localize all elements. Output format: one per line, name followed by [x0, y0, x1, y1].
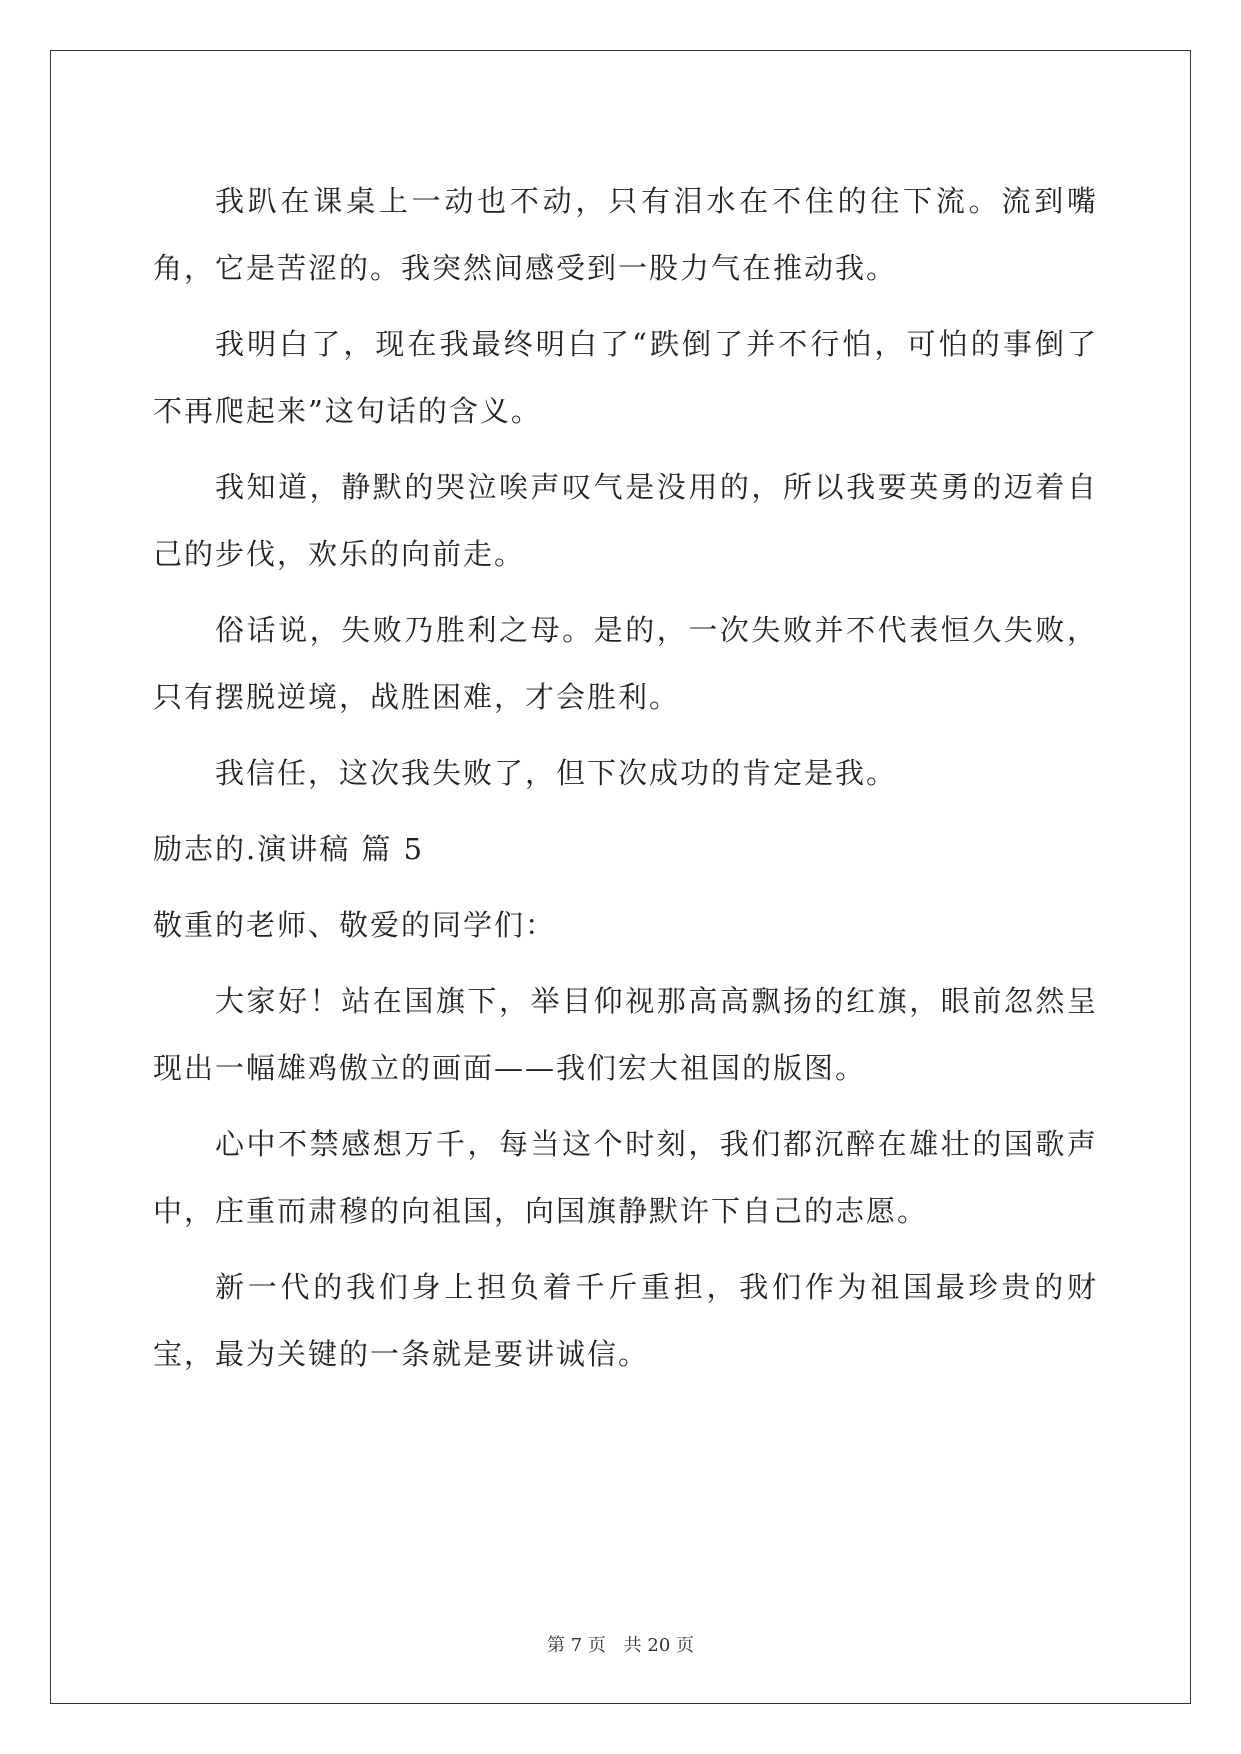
page-number: 第 7 页 — [547, 1635, 606, 1656]
section-title: 励志的.演讲稿 篇 5 — [153, 832, 425, 866]
paragraph: 新一代的我们身上担负着千斤重担，我们作为祖国最珍贵的财宝，最为关键的一条就是要讲诚信。 — [153, 1270, 1098, 1371]
document-body — [153, 168, 1098, 1397]
paragraph: 心中不禁感想万千，每当这个时刻，我们都沉醉在雄壮的国歌声中，庄重而肃穆的向祖国，向国旗静默许下自己的志愿。 — [153, 1127, 1098, 1228]
paragraph: 俗话说，失败乃胜利之母。是的，一次失败并不代表恒久失败，只有摆脱逆境，战胜困难，才会胜利。 — [153, 613, 1098, 714]
salutation: 敬重的老师、敬爱的同学们： — [153, 908, 557, 942]
paragraph: 我趴在课桌上一动也不动，只有泪水在不住的往下流。流到嘴角，它是苦涩的。我突然间感受到一股力气在推动我。 — [153, 184, 1098, 285]
paragraph: 大家好！站在国旗下，举目仰视那高高飘扬的红旗，眼前忽然呈现出一幅雄鸡傲立的画面——我们宏大祖国的版图。 — [153, 984, 1098, 1085]
paragraph: 我信任，这次我失败了，但下次成功的肯定是我。 — [215, 756, 898, 790]
paragraph: 我明白了，现在我最终明白了“跌倒了并不行怕，可怕的事倒了不再爬起来”这句话的含义。 — [153, 327, 1098, 428]
total-pages: 共 20 页 — [623, 1635, 694, 1656]
paragraph: 我知道，静默的哭泣唉声叹气是没用的，所以我要英勇的迈着自己的步伐，欢乐的向前走。 — [153, 470, 1098, 571]
page-footer — [0, 1631, 1241, 1657]
